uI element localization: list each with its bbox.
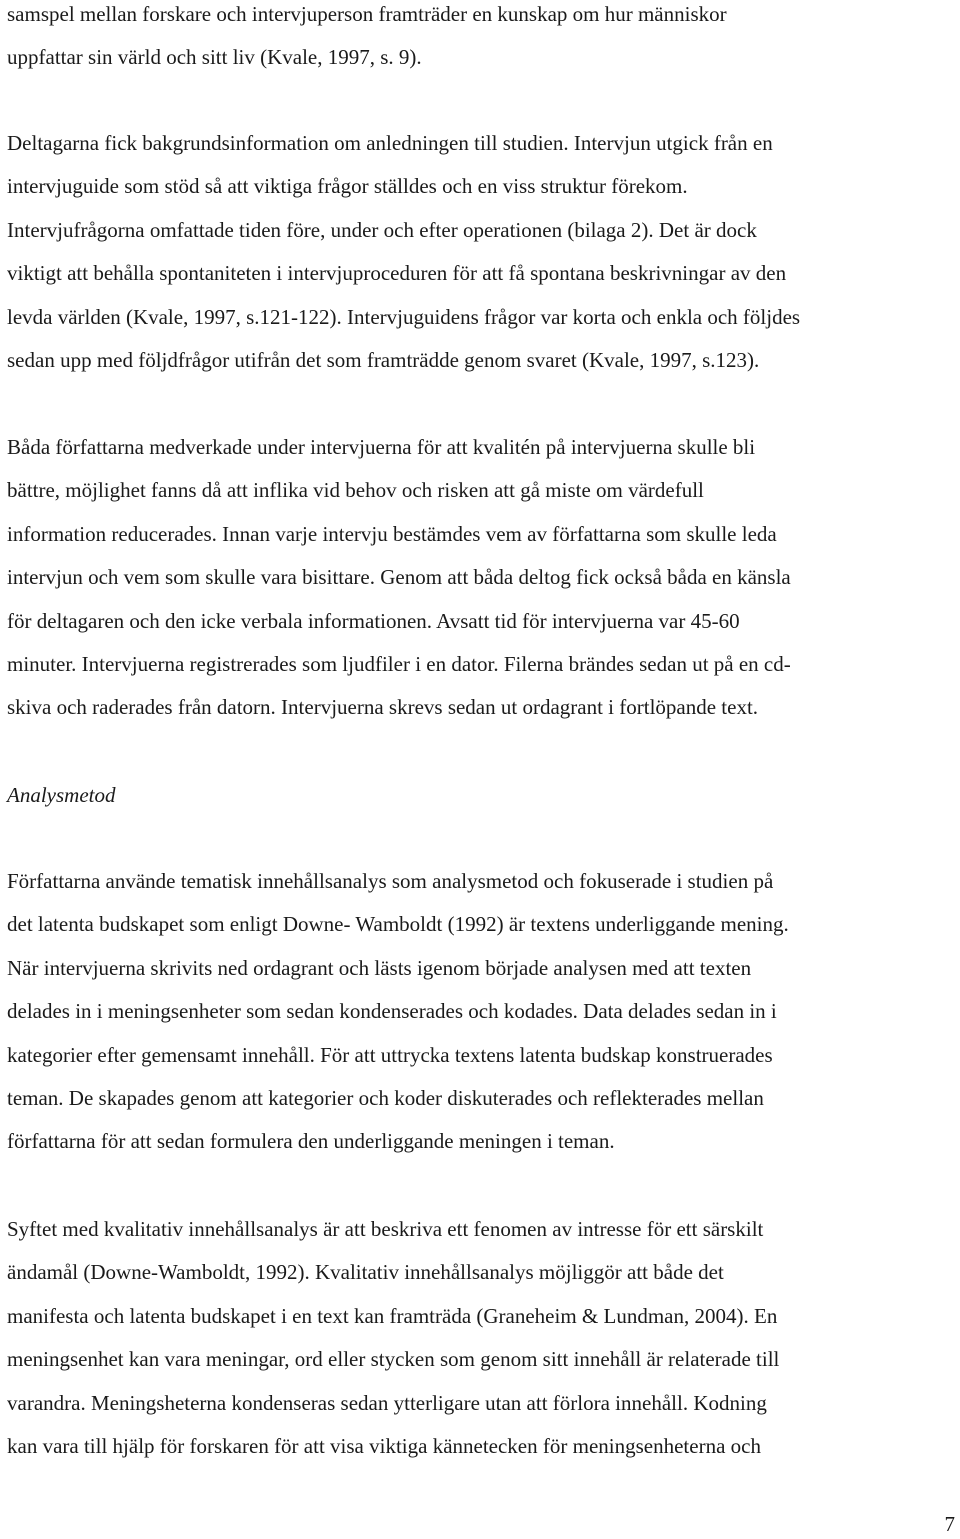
paragraph-thematic-analysis: Författarna använde tematisk innehållsanalys som analysmetod och fokuserade i studien på det latenta budskapet som enligt Downe- Wamboldt (1992) är textens underliggande mening. När intervjuerna skrivits ned ordagrant och lästs igenom började analysen med att texten delades in i meningsenheter som sedan kondenserades och kodades. Data delades sedan in i kategorier efter gemensamt innehåll. För att uttrycka textens latenta budskap konstruerades teman. De skapades genom att kategorier och koder diskuterades och reflekterades mellan författarna för att sedan formulera den underliggande meningen i teman. xyxy=(7,869,789,1154)
page-number: 7 xyxy=(944,1512,955,1536)
paragraph-interview-guide: Deltagarna fick bakgrundsinformation om anledningen till studien. Intervjun utgick från en intervjuguide som stöd så att viktiga frågor ställdes och en viss struktur förekom. Intervjufrågorna omfattade tiden före, under och efter operationen (bilaga 2). Det är dock viktigt att behålla spontaniteten i intervjuproceduren för att få spontana beskrivningar av den levda världen (Kvale, 1997, s.121-122). Intervjuguidens frågor var korta och enkla och följdes sedan upp med följdfrågor utifrån det som framträdde genom svaret (Kvale, 1997, s.123). xyxy=(7,131,801,373)
paragraph-interview-knowledge: samspel mellan forskare och intervjuperson framträder en kunskap om hur människor uppfattar sin värld och sitt liv (Kvale, 1997, s. 9). xyxy=(7,2,727,70)
section-heading-analysmetod: Analysmetod xyxy=(7,783,116,807)
paragraph-content-analysis-purpose: Syftet med kvalitativ innehållsanalys är att beskriva ett fenomen av intresse för ett särskilt ändamål (Downe-Wamboldt, 1992). Kvalitativ innehållsanalys möjliggör att både det manifesta och latenta budskapet i en text kan framträda (Graneheim & Lundman, 2004). En meningsenhet kan vara meningar, ord eller stycken som genom sitt innehåll är relaterade till varandra. Meningsheterna kondenseras sedan ytterligare utan att förlora innehåll. Kodning kan vara till hjälp för forskaren för att visa viktiga kännetecken för meningsenheterna och xyxy=(7,1217,780,1459)
paragraph-interview-procedure: Båda författarna medverkade under intervjuerna för att kvalitén på intervjuerna skulle bli bättre, möjlighet fanns då att inflika vid behov och risken att gå miste om värdefull information reducerades. Innan varje intervju bestämdes vem av författarna som skulle leda intervjun och vem som skulle vara bisittare. Genom att båda deltog fick också båda en känsla för deltagaren och den icke verbala informationen. Avsatt tid för intervjuerna var 45-60 minuter. Intervjuerna registrerades som ljudfiler i en dator. Filerna brändes sedan ut på en cd- skiva och raderades från datorn. Intervjuerna skrevs sedan ut ordagrant i fortlöpande text. xyxy=(7,435,791,720)
